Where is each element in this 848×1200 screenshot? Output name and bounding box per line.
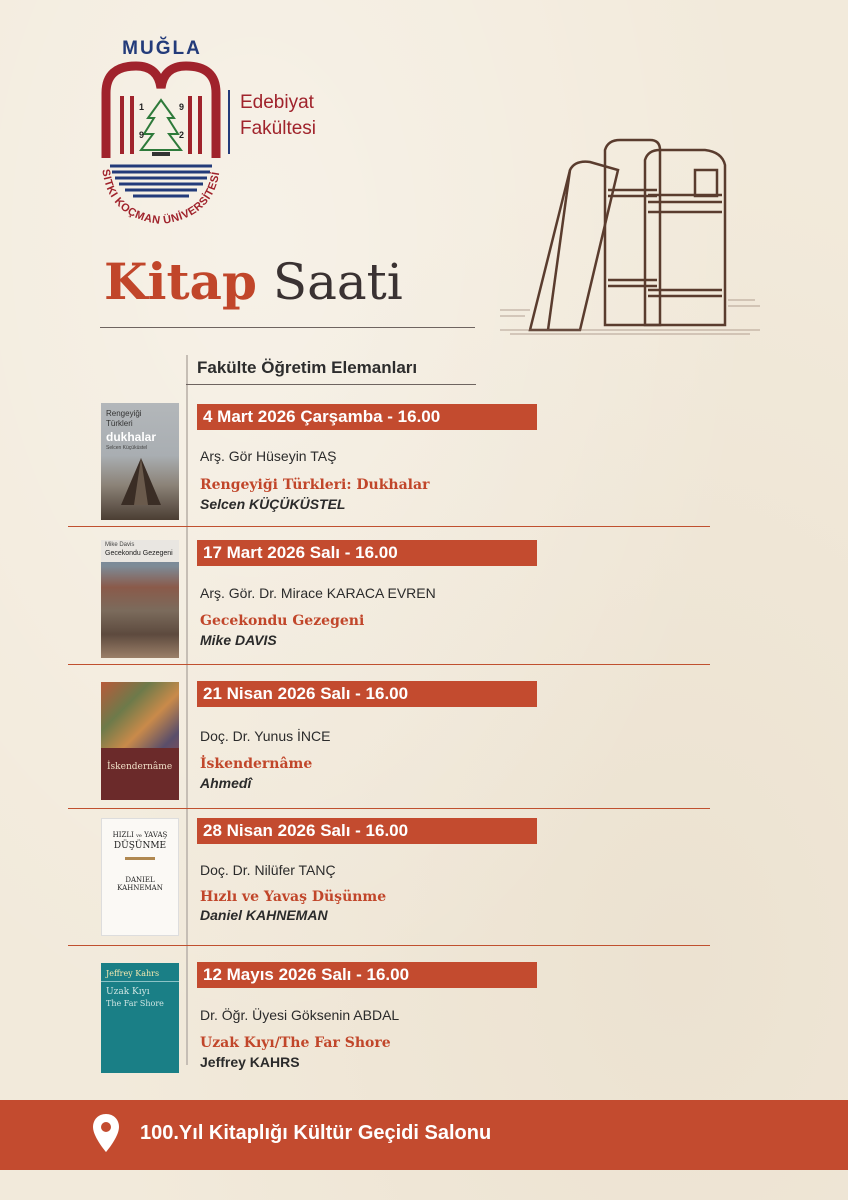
university-logo [96, 38, 226, 228]
cover-text: Uzak Kıyı [106, 987, 150, 997]
logo-year-digit: 1 [139, 102, 145, 112]
entry-divider [68, 945, 710, 946]
book-author-3: Ahmedî [200, 775, 252, 791]
event-date-3: 21 Nisan 2026 Salı - 16.00 [197, 681, 537, 707]
event-date-4: 28 Nisan 2026 Salı - 16.00 [197, 818, 537, 844]
location-pin-icon [92, 1113, 120, 1153]
book-title-5: Uzak Kıyı/The Far Shore [200, 1035, 391, 1051]
cover-text: KAHNEMAN [117, 884, 163, 892]
entry-divider [68, 664, 710, 665]
book-title-2: Gecekondu Gezegeni [200, 613, 365, 629]
logo-ring-text: SITKI KOÇMAN ÜNİVERSİTESİ [99, 168, 223, 228]
cover-text: YAVAŞ [144, 831, 168, 839]
faculty-line-2: Fakültesi [240, 118, 317, 139]
logo-year-digit: 2 [179, 130, 185, 140]
cover-text: Selcen Küçüküstel [106, 445, 148, 451]
tent-image-icon [101, 403, 179, 520]
cover-text: Jeffrey Kahrs [106, 969, 160, 978]
book-author-5: Jeffrey KAHRS [200, 1054, 300, 1070]
entry-divider [68, 526, 710, 527]
faculty-name [228, 90, 316, 154]
book-author-2: Mike DAVIS [200, 632, 277, 648]
speaker-1: Arş. Gör Hüseyin TAŞ [200, 448, 337, 464]
logo-emblem-icon [96, 38, 226, 228]
section-title: Fakülte Öğretim Elemanları [197, 358, 418, 377]
book-title-3: İskendernâme [200, 756, 313, 772]
event-date-2: 17 Mart 2026 Salı - 16.00 [197, 540, 537, 566]
cover-text: DÜŞÜNME [113, 841, 167, 851]
title-divider [100, 327, 475, 328]
books-illustration-icon [500, 130, 770, 340]
book-author-1: Selcen KÜÇÜKÜSTEL [200, 496, 346, 512]
venue-name: 100.Yıl Kitaplığı Kültür Geçidi Salonu [140, 1122, 492, 1144]
book-cover-4 [101, 818, 179, 936]
cover-text: ve [136, 833, 142, 839]
logo-year-digit: 9 [179, 102, 185, 112]
page-title [104, 252, 403, 311]
book-title-4: Hızlı ve Yavaş Düşünme [200, 889, 387, 905]
book-title-1: Rengeyiği Türkleri: Dukhalar [200, 477, 430, 493]
speaker-3: Doç. Dr. Yunus İNCE [200, 728, 331, 744]
section-divider [186, 384, 476, 385]
book-author-4: Daniel KAHNEMAN [200, 907, 328, 923]
book-cover-1 [101, 403, 179, 520]
cover-text: dukhalar [106, 430, 157, 444]
faculty-line-1: Edebiyat [240, 92, 314, 113]
cover-text: İskendernâme [107, 762, 173, 772]
cover-text: The Far Shore [106, 999, 164, 1008]
cover-text: DANIEL [125, 876, 155, 884]
title-word-saati: Saati [272, 253, 403, 311]
event-date-5: 12 Mayıs 2026 Salı - 16.00 [197, 962, 537, 988]
speaker-5: Dr. Öğr. Üyesi Göksenin ABDAL [200, 1007, 400, 1023]
logo-wordmark: MUĞLA [122, 38, 202, 59]
cover-text: Rengeyiği [106, 409, 142, 418]
logo-year-digit: 9 [139, 130, 145, 140]
speaker-4: Doç. Dr. Nilüfer TANÇ [200, 862, 336, 878]
cover-text: Türkleri [106, 419, 133, 428]
speaker-2: Arş. Gör. Dr. Mirace KARACA EVREN [200, 585, 436, 601]
book-cover-2 [101, 540, 179, 658]
book-cover-5 [101, 963, 179, 1073]
book-cover-3 [101, 682, 179, 800]
entry-divider [68, 808, 710, 809]
venue-footer [0, 1100, 848, 1170]
cover-text: Gecekondu Gezegeni [105, 550, 173, 557]
event-date-1: 4 Mart 2026 Çarşamba - 16.00 [197, 404, 537, 430]
title-word-kitap: Kitap [104, 252, 257, 311]
timeline-line [186, 355, 188, 1065]
cover-text: HIZLI [112, 831, 134, 839]
cover-text: Mike Davis [105, 542, 135, 548]
